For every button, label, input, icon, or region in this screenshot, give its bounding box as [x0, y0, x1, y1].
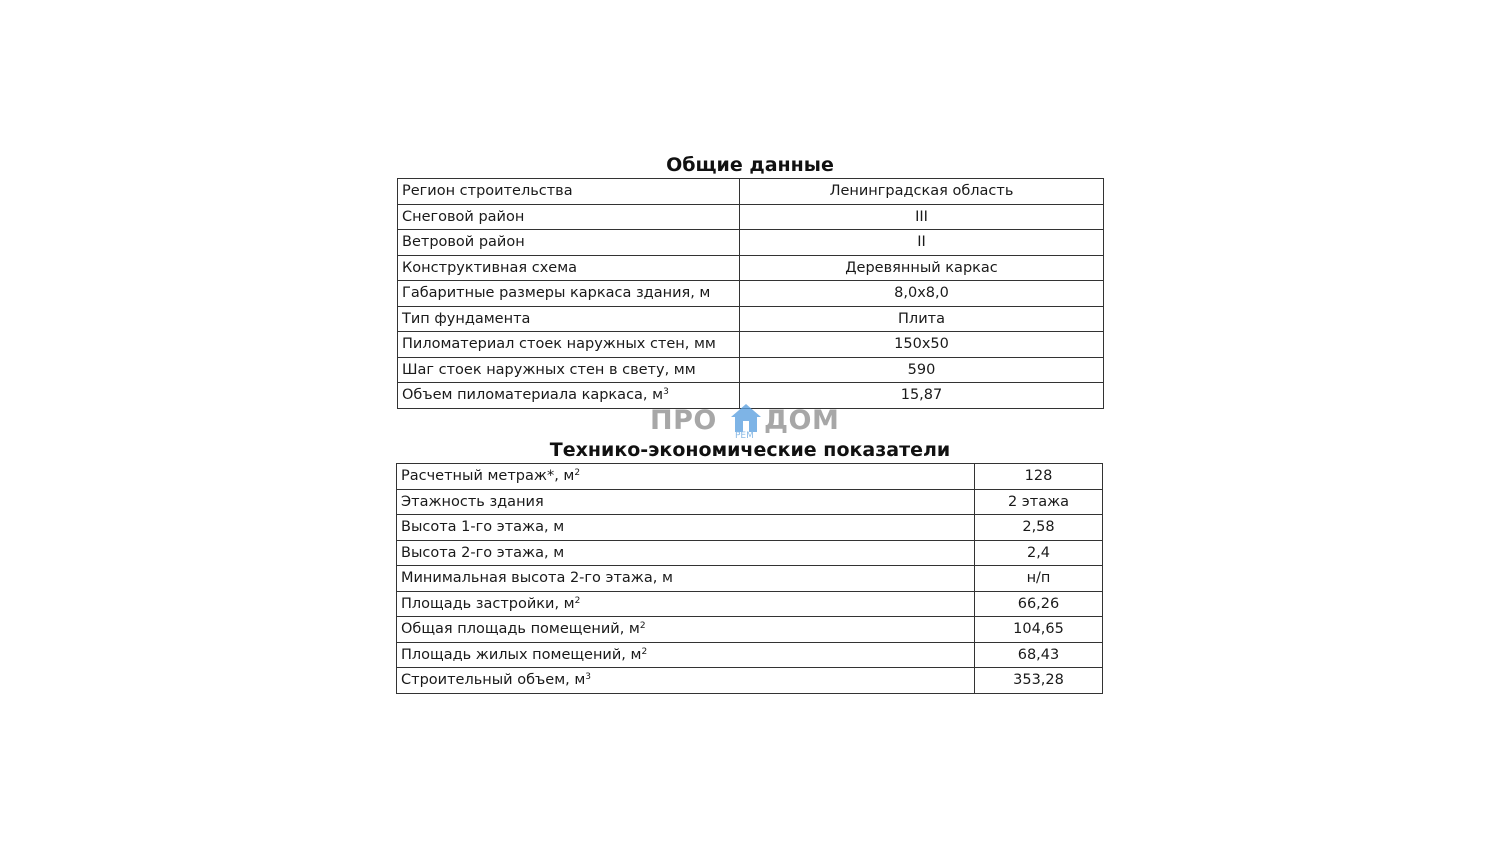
- row-label: Ветровой район: [402, 234, 525, 251]
- watermark-subtext: РЕМ: [735, 431, 754, 441]
- row-value: III: [740, 204, 1104, 230]
- unit-exponent: 3: [663, 387, 669, 398]
- table-row: [398, 357, 1104, 383]
- row-value: Деревянный каркас: [740, 255, 1104, 281]
- row-label: Этажность здания: [401, 493, 544, 510]
- unit-exponent: 2: [639, 621, 646, 632]
- row-label: Площадь застройки, м: [401, 595, 575, 612]
- row-label: Регион строительства: [402, 183, 573, 200]
- indicators-title: Технико-экономические показатели: [549, 439, 951, 461]
- row-label-cell: [398, 204, 740, 230]
- watermark-text-dom: ДОМ: [764, 405, 840, 436]
- prodom-watermark: [650, 403, 850, 443]
- row-label-cell: [397, 540, 975, 566]
- row-value: 68,43: [975, 642, 1103, 668]
- row-value: 15,87: [740, 383, 1104, 409]
- table-row: [398, 306, 1104, 332]
- row-label-cell: [397, 489, 975, 515]
- row-value: 2,58: [975, 515, 1103, 541]
- house-icon: [730, 403, 762, 433]
- row-label-cell: [398, 332, 740, 358]
- row-value: 150х50: [740, 332, 1104, 358]
- row-label: Пиломатериал стоек наружных стен, мм: [402, 336, 716, 353]
- row-label-cell: [397, 464, 975, 490]
- row-label: Высота 1-го этажа, м: [401, 519, 565, 536]
- row-value: 590: [740, 357, 1104, 383]
- table-row: [397, 591, 1103, 617]
- general-data-table: [397, 178, 1104, 409]
- unit-exponent: 2: [641, 646, 648, 657]
- row-value: 2,4: [975, 540, 1103, 566]
- table-row: [397, 464, 1103, 490]
- row-label-cell: [397, 591, 975, 617]
- row-label-cell: [398, 281, 740, 307]
- row-label: Площадь жилых помещений, м: [401, 646, 642, 663]
- row-value: Ленинградская область: [740, 179, 1104, 205]
- row-value: 104,65: [975, 617, 1103, 643]
- row-label-cell: [398, 306, 740, 332]
- row-label: Тип фундамента: [402, 310, 531, 327]
- row-label-cell: [397, 515, 975, 541]
- row-value: 8,0х8,0: [740, 281, 1104, 307]
- row-label: Высота 2-го этажа, м: [401, 544, 565, 561]
- row-label-cell: [397, 566, 975, 592]
- table-row: [397, 642, 1103, 668]
- table-row: [397, 540, 1103, 566]
- row-value: 128: [975, 464, 1103, 490]
- row-label: Минимальная высота 2-го этажа, м: [401, 570, 673, 587]
- table-row: [397, 566, 1103, 592]
- table-row: [397, 489, 1103, 515]
- table-row: [398, 255, 1104, 281]
- row-value: 66,26: [975, 591, 1103, 617]
- table-row: [398, 281, 1104, 307]
- indicators-table: [396, 463, 1103, 694]
- table-row: [398, 179, 1104, 205]
- row-label: Снеговой район: [402, 208, 525, 225]
- row-value: II: [740, 230, 1104, 256]
- row-label-cell: [398, 179, 740, 205]
- row-label-cell: [398, 357, 740, 383]
- row-label: Шаг стоек наружных стен в свету, мм: [402, 361, 696, 378]
- row-label: Конструктивная схема: [402, 259, 578, 276]
- row-label-cell: [397, 642, 975, 668]
- row-label-cell: [398, 255, 740, 281]
- table-row: [398, 230, 1104, 256]
- row-label-cell: [398, 230, 740, 256]
- watermark-text-pro: ПРО: [650, 405, 717, 436]
- row-value: 353,28: [975, 668, 1103, 694]
- table-row: [398, 204, 1104, 230]
- row-label: Расчетный метраж*, м: [401, 468, 575, 485]
- row-label: Строительный объем, м: [401, 672, 586, 689]
- unit-exponent: 3: [585, 672, 592, 683]
- row-label: Общая площадь помещений, м: [401, 621, 640, 638]
- table-row: [398, 332, 1104, 358]
- table-row: [397, 668, 1103, 694]
- row-value: 2 этажа: [975, 489, 1103, 515]
- row-label-cell: [397, 617, 975, 643]
- general-data-title: Общие данные: [666, 154, 834, 176]
- row-value: Плита: [740, 306, 1104, 332]
- table-row: [397, 617, 1103, 643]
- unit-exponent: 2: [574, 468, 581, 479]
- row-label: Объем пиломатериала каркаса, м: [402, 387, 664, 404]
- row-value: н/п: [975, 566, 1103, 592]
- unit-exponent: 2: [574, 595, 581, 606]
- table-row: [397, 515, 1103, 541]
- row-label-cell: [397, 668, 975, 694]
- row-label: Габаритные размеры каркаса здания, м: [402, 285, 711, 302]
